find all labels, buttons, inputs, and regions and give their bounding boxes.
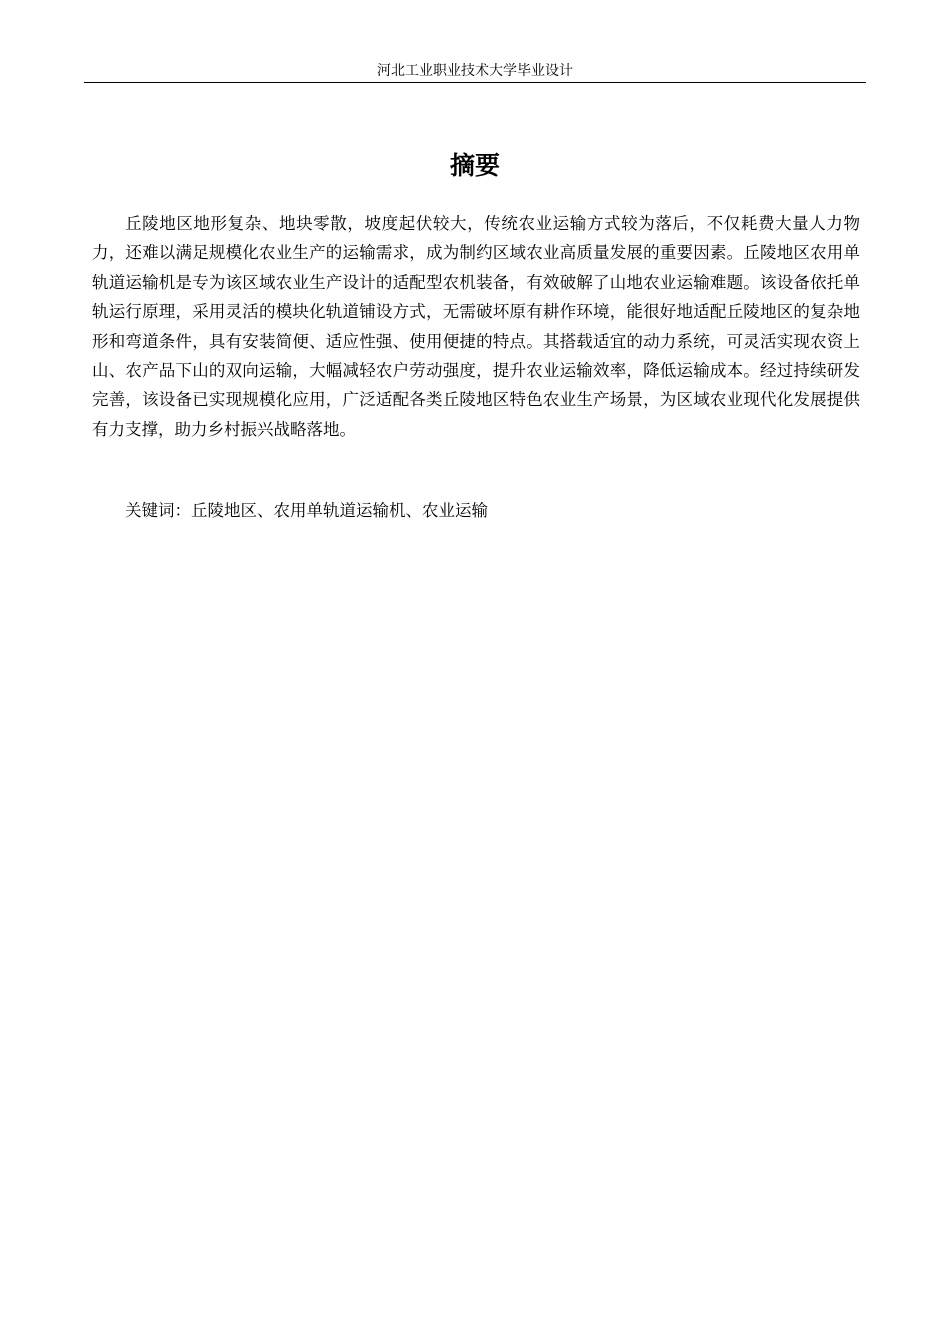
abstract-title: 摘要 [449,151,500,180]
page-header: 河北工业职业技术大学毕业设计 [84,60,866,83]
abstract-body: 丘陵地区地形复杂、地块零散，坡度起伏较大，传统农业运输方式较为落后，不仅耗费大量人力物力，还难以满足规模化农业生产的运输需求，成为制约区域农业高质量发展的重要因素。丘陵地区农用单轨道运输机是专为该区域农业生产设计的适配型农机装备，有效破解了山地农业运输难题。该设备依托单轨运行原理，采用灵活的模块化轨道铺设方式，无需破坏原有耕作环境，能很好地适配丘陵地区的复杂地形和弯道条件，具有安装简便、适应性强、使用便捷的特点。其搭载适宜的动力系统，可灵活实现农资上山、农产品下山的双向运输，大幅减轻农户劳动强度，提升农业运输效率，降低运输成本。经过持续研发完善，该设备已实现规模化应用，广泛适配各类丘陵地区特色农业生产场景，为区域农业现代化发展提供有力支撑，助力乡村振兴战略落地。 [92,214,860,439]
keywords-line: 关键词：丘陵地区、农用单轨道运输机、农业运输 [125,501,488,520]
